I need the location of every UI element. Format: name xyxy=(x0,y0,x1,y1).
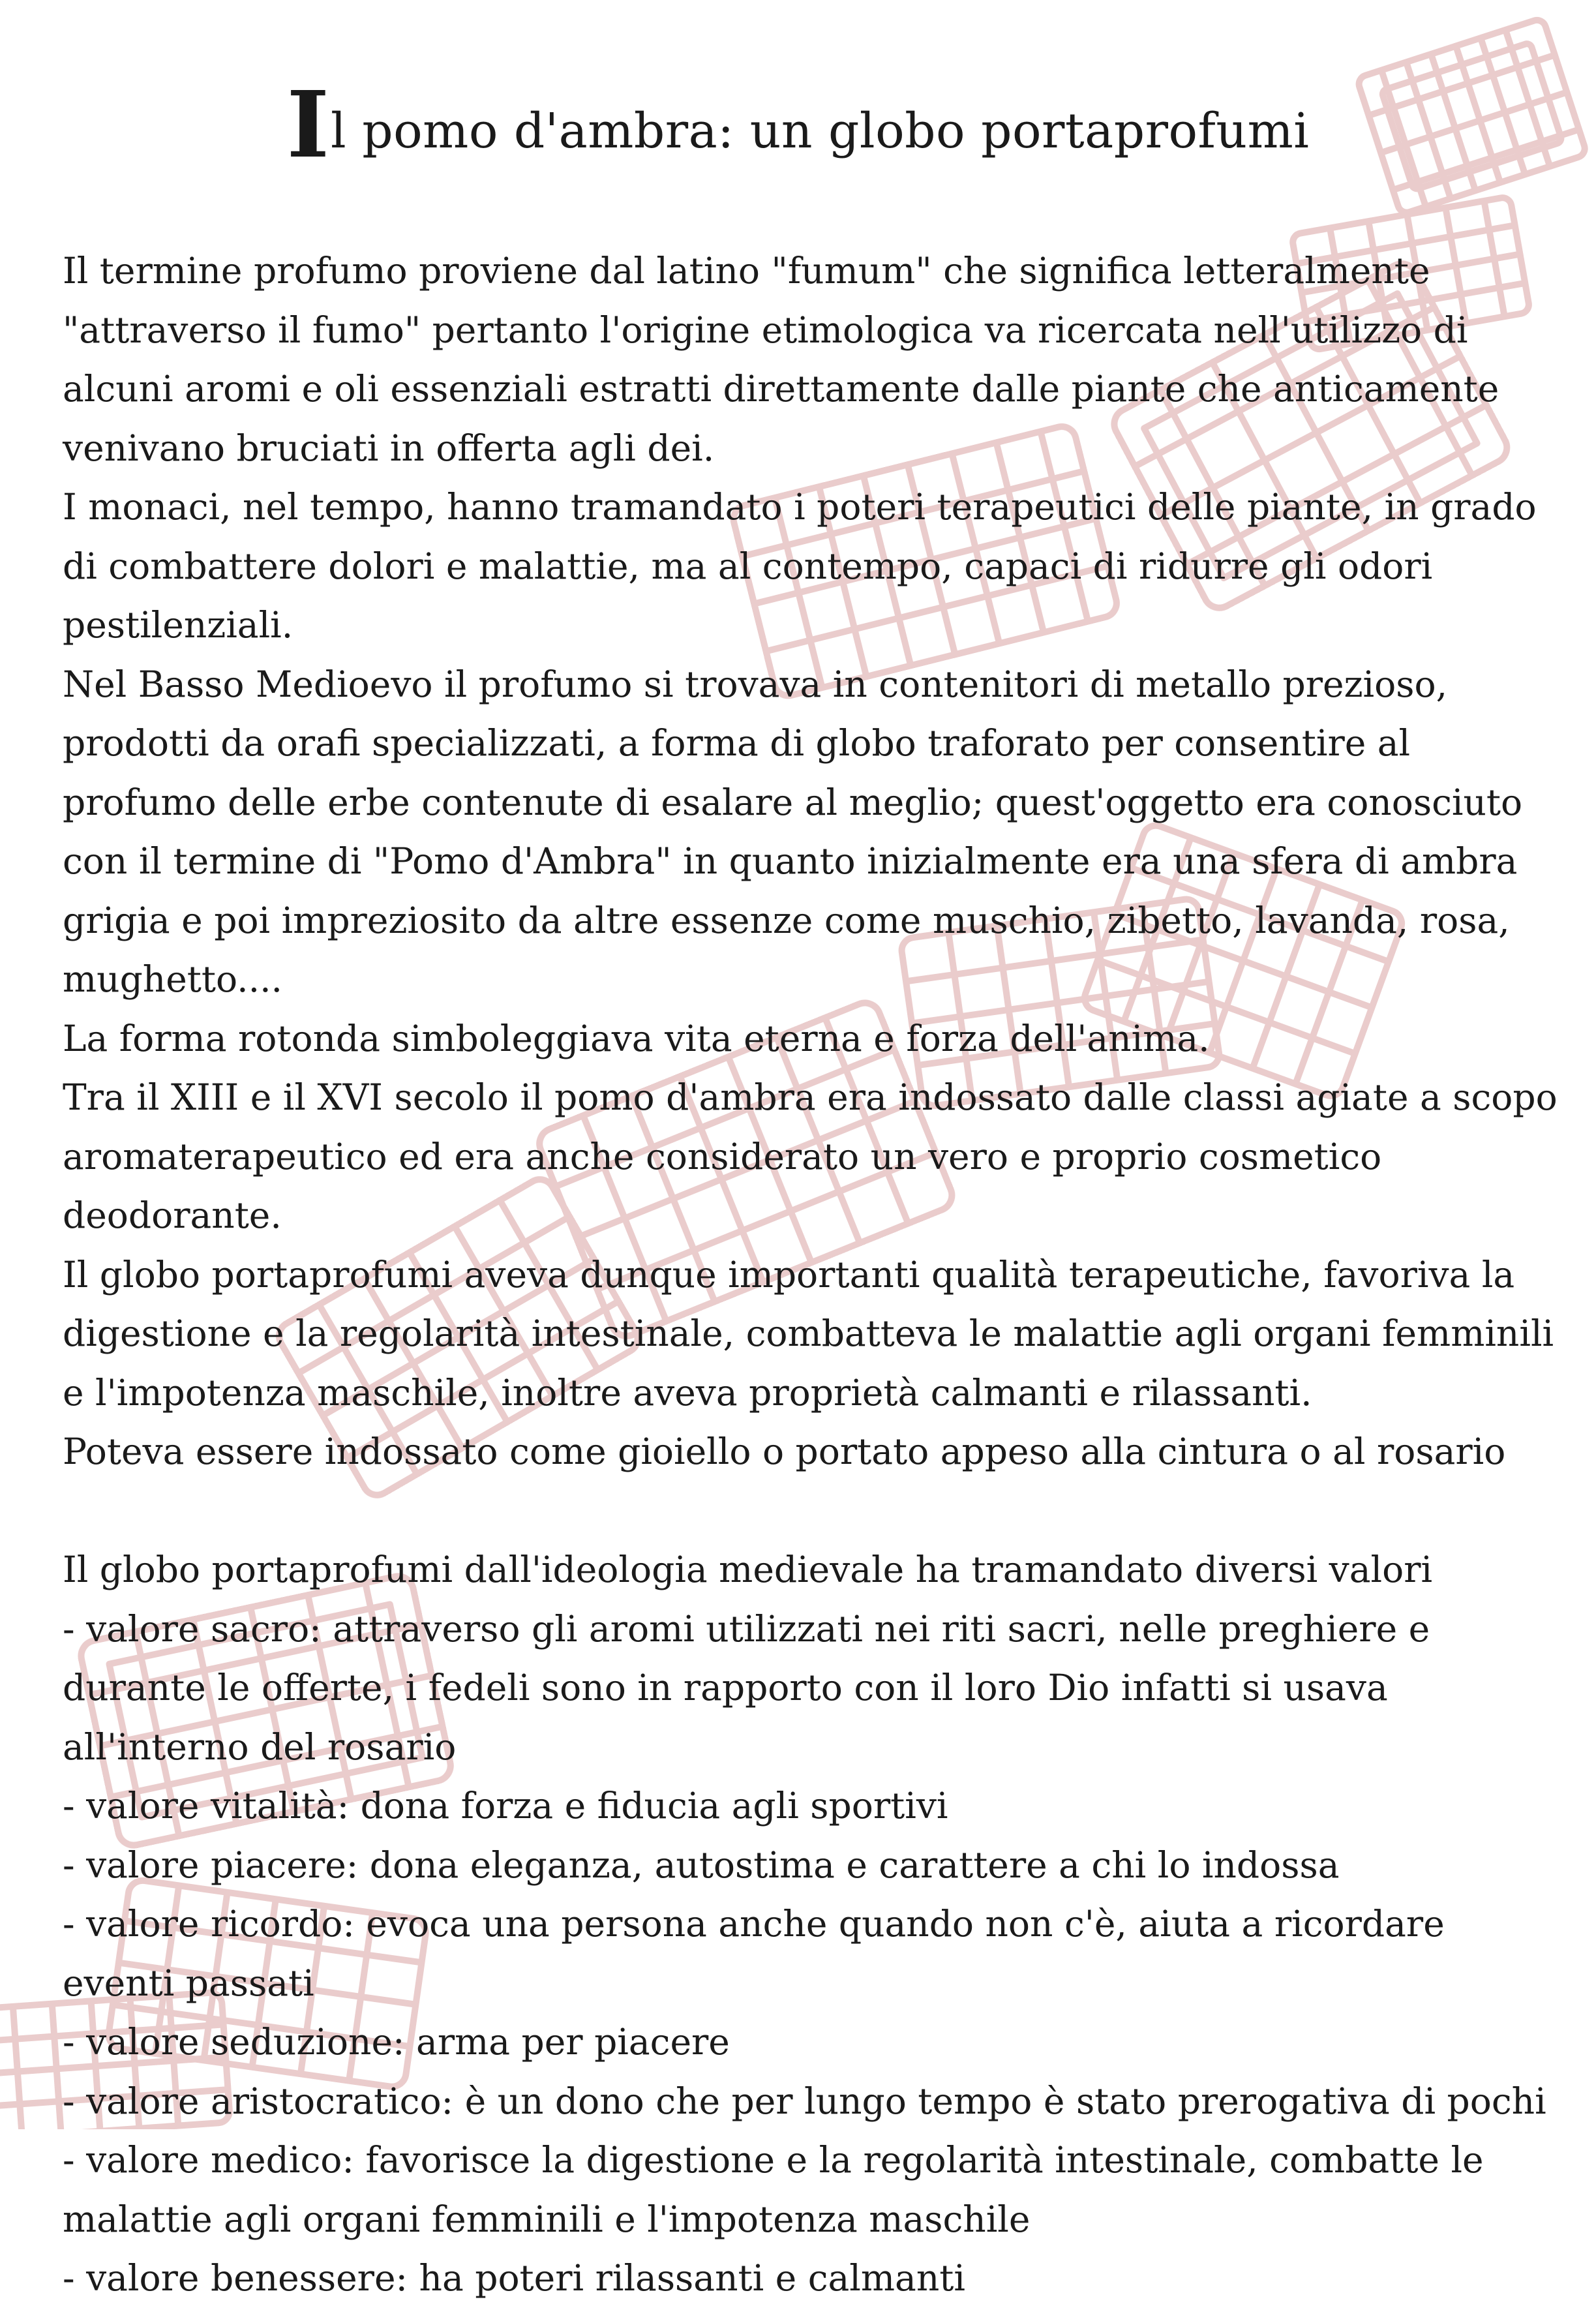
value-item-benessere: - valore benessere: ha poteri rilassanti e calmanti xyxy=(63,2257,965,2299)
document-body xyxy=(63,241,1563,2308)
intro-paragraph-3: Nel Basso Medioevo il profumo si trovava in contenitori di metallo prezioso, prodotti da orafi specializzati, a forma di globo traforato per consentire al profumo delle erbe contenute di esalare al meglio; quest'oggetto era conosciuto con il termine di "Pomo d'Ambra" in quanto inizialmente era una sfera di ambra grigia e poi impreziosito da altre essenze come muschio, zibetto, lavanda, rosa, mughetto.... xyxy=(63,663,1523,1000)
value-item-sacro: - valore sacro: attraverso gli aromi utilizzati nei riti sacri, nelle preghiere e durante le offerte, i fedeli sono in rapporto con il loro Dio infatti si usava all'interno del rosario xyxy=(63,1607,1430,1768)
value-item-aristocratico: - valore aristocratico: è un dono che per lungo tempo è stato prerogativa di pochi xyxy=(63,2080,1546,2122)
intro-paragraph-5: Tra il XIII e il XVI secolo il pomo d'ambra era indossato dalle classi agiate a scopo aromaterapeutico ed era anche considerato un vero e proprio cosmetico deodorante. xyxy=(63,1076,1558,1236)
values-list xyxy=(63,1600,1563,2308)
intro-paragraph-4: La forma rotonda simboleggiava vita eterna e forza dell'anima. xyxy=(63,1017,1210,1059)
intro-paragraph-2: I monaci, nel tempo, hanno tramandato i poteri terapeutici delle piante, in grado di combattere dolori e malattie, ma al contempo, capaci di ridurre gli odori pestilenziali. xyxy=(63,486,1537,646)
value-item-medico: - valore medico: favorisce la digestione e la regolarità intestinale, combatte le malattie agli organi femminili e l'impotenza maschile xyxy=(63,2139,1484,2240)
value-item-piacere: - valore piacere: dona eleganza, autostima e carattere a chi lo indossa xyxy=(63,1844,1340,1886)
title-initial: I xyxy=(286,72,326,179)
values-intro: Il globo portaprofumi dall'ideologia medievale ha tramandato diversi valori xyxy=(63,1549,1433,1590)
value-item-ricordo: - valore ricordo: evoca una persona anche quando non c'è, aiuta a ricordare eventi passati xyxy=(63,1903,1445,2004)
intro-paragraph-6: Il globo portaprofumi aveva dunque importanti qualità terapeutiche, favoriva la digestione e la regolarità intestinale, combatteva le malattie agli organi femminili e l'impotenza maschile, inoltre aveva proprietà calmanti e rilassanti. xyxy=(63,1253,1554,1414)
intro-paragraph-7: Poteva essere indossato come gioiello o portato appeso alla cintura o al rosario xyxy=(63,1431,1506,1472)
intro-paragraph-1: Il termine profumo proviene dal latino "fumum" che significa letteralmente "attraverso il fumo" pertanto l'origine etimologica va ricercata nell'utilizzo di alcuni aromi e oli essenziali estratti direttamente dalle piante che anticamente venivano bruciati in offerta agli dei. xyxy=(63,250,1499,469)
title-text: l pomo d'ambra: un globo portaprofumi xyxy=(331,103,1310,159)
page-title xyxy=(0,72,1596,179)
section-spacer xyxy=(63,1481,1563,1541)
value-item-vitalita: - valore vitalità: dona forza e fiducia agli sportivi xyxy=(63,1785,948,1827)
value-item-seduzione: - valore seduzione: arma per piacere xyxy=(63,2021,730,2063)
